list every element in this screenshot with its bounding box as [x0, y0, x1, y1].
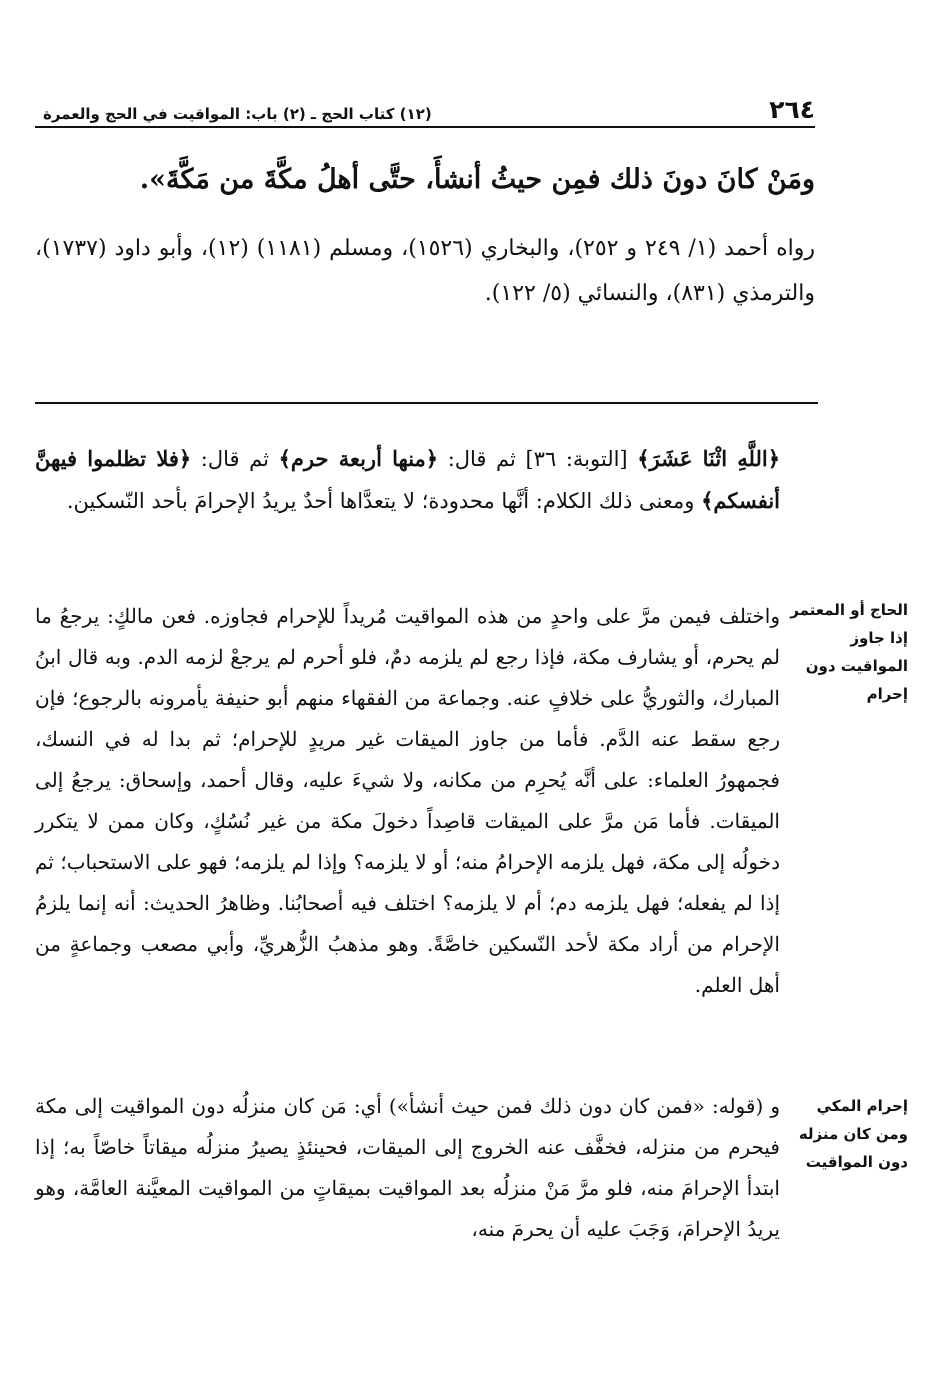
- commentary-paragraph-1: [35, 438, 780, 522]
- quran-quote-3: ﴿فلا تظلموا فيهنَّ أنفسكم﴾: [35, 446, 780, 513]
- quran-quote-2: ﴿منها أربعة حرم﴾: [278, 446, 439, 471]
- takhrij-text: رواه أحمد (١/ ٢٤٩ و ٢٥٢)، والبخاري (١٥٢٦)، ومسلم (١١٨١) (١٢)، وأبو داود (١٧٣٧)، والترمذي (٨٣١)، والنسائي (٥/ ١٢٢).: [35, 236, 815, 306]
- running-title: (١٢) كتاب الحج ـ (٢) باب: المواقيت في الحج والعمرة: [43, 105, 432, 123]
- connector-text: ثم قال:: [191, 447, 279, 471]
- section-divider: [35, 402, 818, 404]
- quran-reference: [التوبة: ٣٦] ثم قال:: [438, 447, 638, 471]
- page-number: ٢٦٤: [769, 95, 815, 124]
- margin-note-2: إحرام المكي ومن كان منزله دون المواقيت: [798, 1097, 908, 1171]
- hadith-text: ومَنْ كانَ دونَ ذلك فمِن حيثُ أنشأَ، حتَّى أهلُ مكَّةَ من مَكَّةَ».: [139, 164, 815, 195]
- page-header: [35, 92, 815, 128]
- margin-note-1: الحاج أو المعتمر إذا جاوز المواقيت دون إحرام: [790, 601, 908, 703]
- quran-quote-1-text: اللَّهِ اثْنَا عَشَرَ: [649, 446, 768, 471]
- commentary-paragraph-3: و (قوله: «فمن كان دون ذلك فمن حيث أنشأ») أي: مَن كان منزلُه دون المواقيت إلى مكة فيحرم من منزله، فخفَّف عنه الخروج إلى الميقات، فحينئذٍ يصيرُ منزلُه ميقاتاً خاصّاً به؛ إذا ابتدأ الإحرامَ منه، فلو مرَّ مَنْ منزلُه بعد المواقيت بميقاتٍ من المواقيت المعيَّنة العامَّة، وهو يريدُ الإحرامَ، وَجَبَ عليه أن يحرمَ منه،: [35, 1094, 780, 1241]
- quran-quote-1: ﴿اللَّهِ اثْنَا عَشَرَ﴾: [637, 446, 781, 471]
- commentary-paragraph-2: واختلف فيمن مرَّ على واحدٍ من هذه المواقيت مُريداً للإحرام فجاوزه. فعن مالكٍ: يرجعُ ما لم يحرم، أو يشارف مكة، فإذا رجع لم يلزمه دمٌ، فلو أحرم لم يرجعْ لزمه الدم. وبه قال ابنُ المبارك، والثوريُّ على خلافٍ عنه. وجماعة من الفقهاء منهم أبو حنيفة يأمرونه بالرجوع؛ فإن رجع سقط عنه الدَّم. فأما من جاوز الميقات غير مريدٍ للإحرام؛ ثم بدا له في النسك، فجمهورُ العلماء: على أنَّه يُحرِم من مكانه، ولا شيءَ عليه، وقال أحمد، وإسحاق: يرجعُ إلى الميقات. فأما مَن مرَّ على الميقات قاصِداً دخولَ مكة من غير نُسُكٍ، وكان ممن لا يتكرر دخولُه إلى مكة، فهل يلزمه الإحرامُ منه؛ أو لا يلزمه؟ وإذا لم يلزمه؛ فهو على الاستحباب؛ ثم إذا لم يفعله؛ فهل يلزمه دم؛ أم لا يلزمه؟ اختلف فيه أصحابُنا. وظاهرُ الحديث: أنه إنما يلزمُ الإحرام من أراد مكة لأحد النّسكين خاصَّةً. وهو مذهبُ الزُّهريِّ، وأبي مصعب وجماعةٍ من أهل العلم.: [35, 604, 780, 997]
- commentary-paragraph-1-rest: ومعنى ذلك الكلام: أنَّها محدودة؛ لا يتعدَّاها أحدٌ يريدُ الإحرامَ بأحد النّسكين.: [66, 489, 702, 513]
